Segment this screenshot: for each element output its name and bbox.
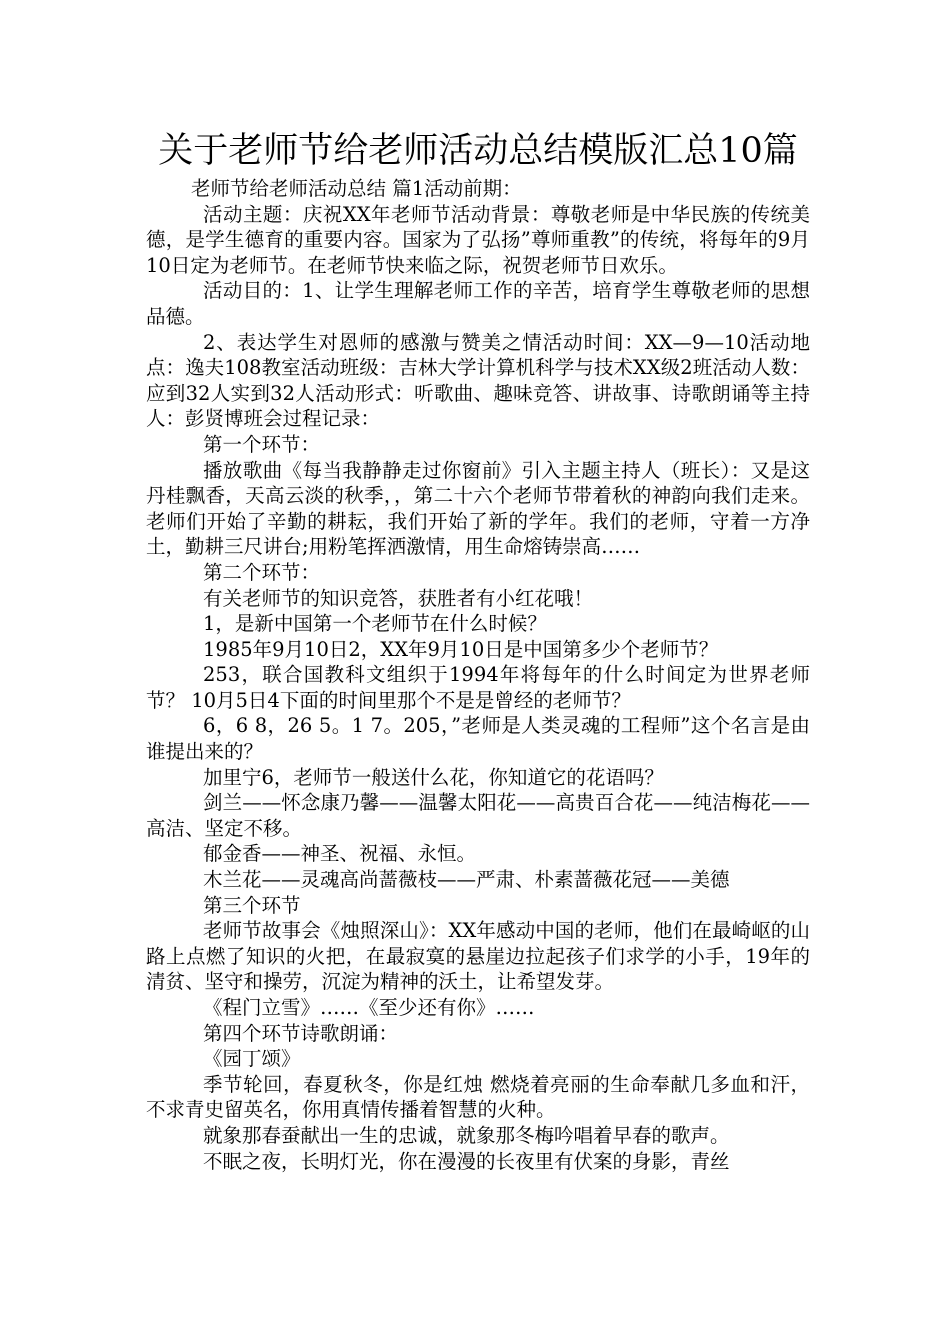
body-paragraph: 活动目的：1、让学生理解老师工作的辛苦，培育学生尊敬老师的思想品德。 [146,279,810,328]
body-paragraph: 1，是新中国第一个老师节在什么时候？ [203,612,547,636]
body-paragraph: 季节轮回，春夏秋冬，你是红烛 燃烧着亮丽的生命奉献几多血和汗，不求青史留英名，你用真情传播着智慧的火种。 [146,1072,810,1122]
body-paragraph: 老师节故事会《烛照深山》：XX年感动中国的老师，他们在最崎岖的山路上点燃了知识的火把，在最寂寞的悬崖边拉起孩子们求学的小手，19年的清贫、坚守和操劳，沉淀为精神的沃土，让希望发芽。 [146,919,810,994]
body-paragraph: 剑兰——怀念康乃馨——温馨太阳花——高贵百合花——纯洁梅花——高洁、坚定不移。 [146,791,810,840]
body-paragraph: 不眠之夜，长明灯光，你在漫漫的长夜里有伏案的身影，青丝 [203,1149,730,1173]
body-paragraph: 第三个环节 [203,893,301,917]
body-paragraph: 253，联合国教科文组织于1994年将每年的什么时间定为世界老师节？ 10月5日4下面的时间里那个不是是曾经的老师节？ [146,663,810,712]
document-title: 关于老师节给老师活动总结模版汇总10篇 [158,131,798,171]
body-paragraph: 第一个环节： [203,432,321,456]
body-paragraph: 2、表达学生对恩师的感激与赞美之情活动时间：XX—9—10活动地点：逸夫108教室活动班级：吉林大学计算机科学与技术XX级2班活动人数：应到32人实到32人活动形式：听歌曲、趣味竞答、讲故事、诗歌朗诵等主持人：彭贤博班会过程记录： [146,330,810,431]
document-body [146,176,810,1174]
body-paragraph: 老师节给老师活动总结 篇1活动前期： [191,177,522,200]
body-paragraph: 《程门立雪》……《至少还有你》…… [203,996,535,1019]
body-paragraph: 有关老师节的知识竞答，获胜者有小红花哦！ [203,586,594,610]
body-paragraph: 第四个环节诗歌朗诵： [203,1021,399,1045]
body-paragraph: 《园丁颂》 [203,1047,301,1071]
document-page [146,128,810,1174]
body-paragraph: 就象那春蚕献出一生的忠诚，就象那冬梅吟唱着早春的歌声。 [203,1123,730,1147]
body-paragraph: 木兰花——灵魂高尚蔷薇枝——严肃、朴素蔷薇花冠——美德 [203,868,730,892]
body-paragraph: 6，6 8，26 5。1 7。205，”老师是人类灵魂的工程师”这个名言是由谁提出来的？ [146,714,810,764]
body-paragraph: 加里宁6，老师节一般送什么花，你知道它的花语吗？ [203,765,664,789]
body-paragraph: 播放歌曲《每当我静静走过你窗前》引入主题主持人（班长）：又是这丹桂飘香，天高云淡的秋季，，第二十六个老师节带着秋的神韵向我们走来。老师们开始了辛勤的耕耘，我们开始了新的学年。我们的老师，守着一方净土，勤耕三尺讲台;用粉笔挥洒激情，用生命熔铸崇高…… [146,458,810,559]
body-paragraph: 第二个环节： [203,560,321,584]
body-paragraph: 郁金香——神圣、祝福、永恒。 [203,842,477,866]
body-paragraph: 1985年9月10日2，XX年9月10日是中国第多少个老师节？ [203,637,719,661]
body-paragraph: 活动主题：庆祝XX年老师节活动背景：尊敬老师是中华民族的传统美德，是学生德育的重要内容。国家为了弘扬”尊师重教”的传统，将每年的9月10日定为老师节。在老师节快来临之际，祝贺老师节日欢乐。 [146,202,810,277]
